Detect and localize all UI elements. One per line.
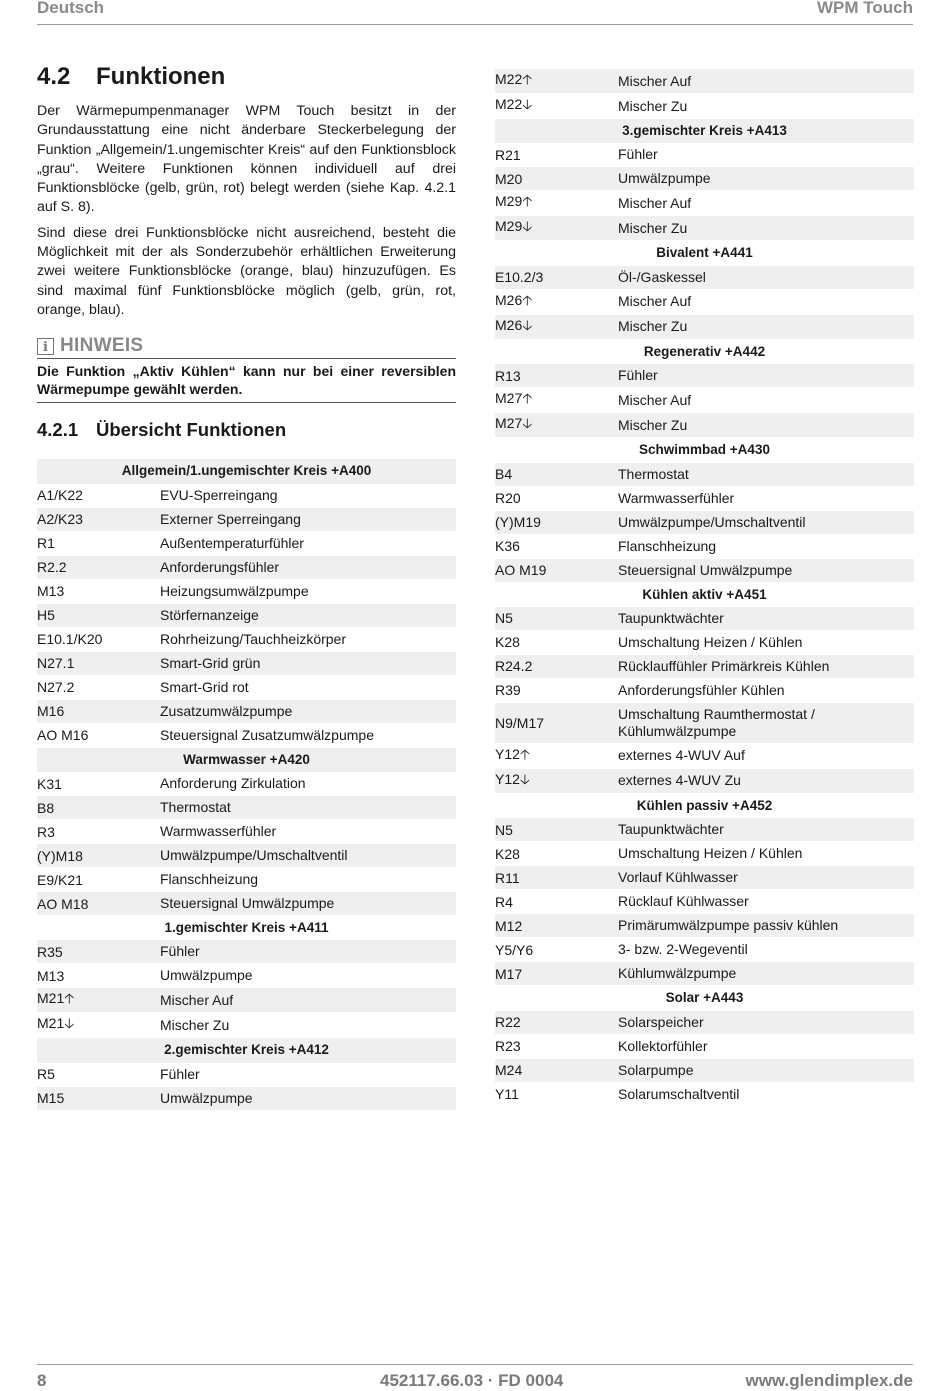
function-description: externes 4-WUV Auf [618,747,745,764]
table-row [495,769,914,794]
function-description: Anforderung Zirkulation [160,775,306,792]
function-code: M15 [37,1090,65,1107]
table-row [495,143,914,167]
function-block-title: 1.gemischter Kreis +A411 [164,920,329,936]
table-row [37,868,456,892]
function-description: 3- bzw. 2-Wegeventil [618,941,748,958]
function-code: M12 [495,917,523,934]
table-row [495,315,914,340]
function-description: Solarpumpe [618,1061,694,1078]
table-row [495,191,914,216]
function-code: M16 [37,703,65,720]
function-description: Smart-Grid rot [160,678,249,695]
function-code: AO M19 [495,562,547,579]
table-row [37,580,456,604]
function-code: N5 [495,821,513,838]
table-row [37,988,456,1013]
function-code: R13 [495,367,521,384]
function-description: Umwälzpumpe [160,1089,253,1106]
function-description: Umschaltung Heizen / Kühlen [618,633,803,650]
function-code: M26🡡 [495,291,533,308]
header-language: Deutsch [37,0,105,17]
function-code: M29🡣 [495,218,533,235]
page-number: 8 [37,1371,47,1390]
functions-table-left [37,459,456,1111]
table-row [495,703,914,744]
function-description: Fühler [160,943,200,960]
section-title: Funktionen [96,63,226,90]
subsection-number: 4.2.1 [37,419,79,441]
function-description: Steuersignal Umwälzpumpe [160,895,335,912]
intro-paragraph-1: Der Wärmepumpenmanager WPM Touch besitzt in der Grundausstattung eine nicht änderbare Steckerbelegung der Funktion „Allgemein/1.ungemischter Kreis“ auf den Funktionsblock „grau“. Weitere Funktionen können individuell auf drei Funktionsblöcke (gelb, grün, rot) belegt werden (siehe Kap. 4.2.1 auf S. 8). [37,103,456,216]
function-description: Fühler [618,146,658,163]
table-row [37,700,456,724]
function-description: Solarspeicher [618,1013,704,1030]
table-row [495,1011,914,1035]
function-code: K31 [37,775,62,792]
function-description: Warmwasserfühler [618,489,735,506]
function-code: N5 [495,610,513,627]
function-description: Flanschheizung [160,871,259,888]
function-code: R35 [37,943,63,960]
function-code: K28 [495,845,520,862]
table-row [37,508,456,532]
table-row [495,167,914,191]
function-code: M20 [495,170,523,187]
table-row [495,1083,914,1107]
function-description: Rücklauf Kühlwasser [618,893,749,910]
function-description: Mischer Auf [618,293,692,310]
function-code: B8 [37,799,55,816]
table-row [37,964,456,988]
table-row [37,532,456,556]
function-code: AO M16 [37,727,89,744]
function-description: Taupunktwächter [618,821,724,838]
function-description: Steuersignal Umwälzpumpe [618,561,793,578]
function-description: Mischer Auf [618,72,692,89]
function-code: M27🡣 [495,415,533,432]
table-row [495,559,914,583]
table-row [495,866,914,890]
subsection-heading [37,419,456,445]
table-row [37,1013,456,1038]
function-code: (Y)M19 [495,514,541,531]
function-description: Mischer Zu [618,97,688,114]
function-code: (Y)M18 [37,847,83,864]
function-code: Y12🡡 [495,745,530,762]
table-row [37,1063,456,1087]
function-description: Vorlauf Kühlwasser [618,869,738,886]
function-code: K28 [495,634,520,651]
function-description: Taupunktwächter [618,609,724,626]
function-description: Flanschheizung [618,537,717,554]
function-code: H5 [37,607,55,624]
function-description: Mischer Zu [618,318,688,335]
function-description: Kühlumwälzpumpe [618,965,737,982]
function-code: Y11 [495,1086,519,1103]
function-description: Anforderungsfühler [160,558,280,575]
table-row [495,511,914,535]
function-code: A1/K22 [37,487,83,504]
function-description: Warmwasserfühler [160,823,277,840]
intro-paragraph-2: Sind diese drei Funktionsblöcke nicht ausreichend, besteht die Möglichkeit mit der als Sonderzubehör erhältlichen Erweiterung zwei weitere Funktionsblöcke (orange, blau) hinzuzufügen. Es sind maximal fünf Funktionsblöcke möglich (gelb, grün, rot, orange, blau). [37,224,456,318]
function-code: R11 [495,869,520,886]
function-code: Y12🡣 [495,770,530,787]
table-row [495,631,914,655]
function-code: M26🡣 [495,316,533,333]
function-block-title: Regenerativ +A442 [643,343,766,359]
function-description: Umwälzpumpe [160,967,253,984]
function-code: R20 [495,490,521,507]
function-description: Fühler [618,367,658,384]
function-code: K36 [495,538,520,555]
function-block-title: 2.gemischter Kreis +A412 [37,1038,456,1062]
function-description: externes 4-WUV Zu [618,772,741,789]
table-row [37,628,456,652]
function-description: Mischer Zu [160,1016,230,1033]
function-description: Außentemperaturfühler [160,534,304,551]
table-row [495,463,914,487]
function-description: Smart-Grid grün [160,654,261,671]
table-row [495,266,914,290]
function-description: Umschaltung Heizen / Kühlen [618,845,803,862]
function-code: N27.2 [37,679,75,696]
table-row [495,94,914,119]
table-row [37,652,456,676]
function-description: Heizungsumwälzpumpe [160,582,309,599]
function-description: Umwälzpumpe/Umschaltventil [618,513,806,530]
function-code: R5 [37,1066,55,1083]
page-header [37,0,913,25]
function-code: M13 [37,583,65,600]
table-row [495,744,914,769]
function-code: R1 [37,535,55,552]
table-row [37,844,456,868]
function-code: R3 [37,823,55,840]
table-row [37,724,456,748]
function-description: Steuersignal Zusatzumwälzpumpe [160,726,374,743]
function-block-title: Kühlen passiv +A452 [636,797,773,813]
table-row [37,556,456,580]
left-column [37,62,456,1111]
function-code: E10.2/3 [495,269,544,286]
function-block-title: 3.gemischter Kreis +A413 [495,119,914,143]
table-row [495,69,914,94]
function-code: R4 [495,893,513,910]
note-title: HINWEIS [60,335,144,357]
table-row [495,818,914,842]
function-description: Mischer Auf [618,391,692,408]
table-row [37,796,456,820]
function-description: Externer Sperreingang [160,510,301,527]
table-row [37,676,456,700]
function-description: Mischer Zu [618,219,688,236]
function-description: Mischer Auf [618,194,692,211]
function-code: R21 [495,146,521,163]
function-description: Anforderungsfühler Kühlen [618,681,785,698]
note-box [37,336,456,403]
function-description: EVU-Sperreingang [160,486,278,503]
function-code: R22 [495,1014,521,1031]
table-row [495,842,914,866]
function-code: R39 [495,682,521,699]
note-text: Die Funktion „Aktiv Kühlen“ kann nur bei einer reversiblen Wärmepumpe gewählt werden. [37,359,456,403]
function-code: B4 [495,466,513,483]
table-row [495,1059,914,1083]
function-code: M22🡣 [495,96,533,112]
table-row [495,1035,914,1059]
table-row [495,655,914,679]
function-description: Umwälzpumpe [618,170,711,187]
table-row [495,607,914,631]
function-block-title: Kühlen aktiv +A451 [642,586,767,602]
function-code: M21🡡 [37,990,75,1007]
table-row [37,772,456,796]
function-code: N9/M17 [495,714,545,731]
function-description: Solarumschaltventil [618,1085,740,1102]
function-description: Umschaltung Raumthermostat / Kühlumwälzpumpe [618,705,815,739]
function-description: Rohrheizung/Tauchheizkörper [160,630,346,647]
table-row [495,962,914,986]
table-row [37,892,456,916]
function-code: M27🡡 [495,390,533,407]
right-column [495,69,914,1107]
function-description: Primärumwälzpumpe passiv kühlen [618,917,839,934]
function-description: Zusatzumwälzpumpe [160,702,293,719]
header-product: WPM Touch [817,0,913,17]
table-row [495,216,914,241]
function-code: M24 [495,1062,523,1079]
table-row [495,388,914,413]
function-block-title: Allgemein/1.ungemischter Kreis +A400 [37,459,456,483]
table-row [37,940,456,964]
section-heading [37,62,456,102]
table-row [495,890,914,914]
section-number: 4.2 [37,63,71,90]
function-description: Störfernanzeige [160,606,259,623]
function-code: R24.2 [495,658,533,675]
function-code: A2/K23 [37,511,83,528]
functions-table-right [495,69,914,1107]
function-code: E9/K21 [37,871,83,888]
function-code: M13 [37,967,65,984]
table-row [495,364,914,388]
function-description: Öl-/Gaskessel [618,268,706,285]
table-row [495,914,914,938]
note-header [37,336,456,359]
subsection-title: Übersicht Funktionen [96,419,287,441]
table-row [495,487,914,511]
function-description: Mischer Auf [160,991,234,1008]
function-block-title: Warmwasser +A420 [37,748,456,772]
function-description: Umwälzpumpe/Umschaltventil [160,847,348,864]
function-code: M21🡣 [37,1015,75,1032]
table-row [495,413,914,438]
function-code: M22🡡 [495,71,533,87]
function-description: Thermostat [160,799,231,816]
function-description: Kollektorfühler [618,1037,708,1054]
function-block-title: Bivalent +A441 [656,245,753,261]
table-row [37,484,456,508]
function-code: Y5/Y6 [495,941,534,958]
document-number: 452117.66.03 · FD 0004 [380,1371,564,1390]
table-row [495,679,914,703]
website-url: www.glendimplex.de [745,1371,913,1390]
table-row [495,290,914,315]
function-description: Fühler [160,1065,200,1082]
function-code: M29🡡 [495,193,533,210]
table-row [37,1087,456,1111]
function-code: M17 [495,965,523,982]
function-code: AO M18 [37,895,89,912]
info-icon: i [37,338,54,355]
page-footer [37,1364,913,1391]
table-row [495,535,914,559]
function-code: R23 [495,1038,521,1055]
table-row [495,938,914,962]
function-block-title: Solar +A443 [665,990,744,1006]
function-code: E10.1/K20 [37,631,103,648]
function-description: Mischer Zu [618,416,688,433]
function-code: N27.1 [37,655,75,672]
function-code: R2.2 [37,559,67,576]
function-description: Thermostat [618,465,689,482]
function-description: Rücklauffühler Primärkreis Kühlen [618,657,830,674]
function-block-title: Schwimmbad +A430 [639,442,770,458]
table-row [37,820,456,844]
table-row [37,604,456,628]
